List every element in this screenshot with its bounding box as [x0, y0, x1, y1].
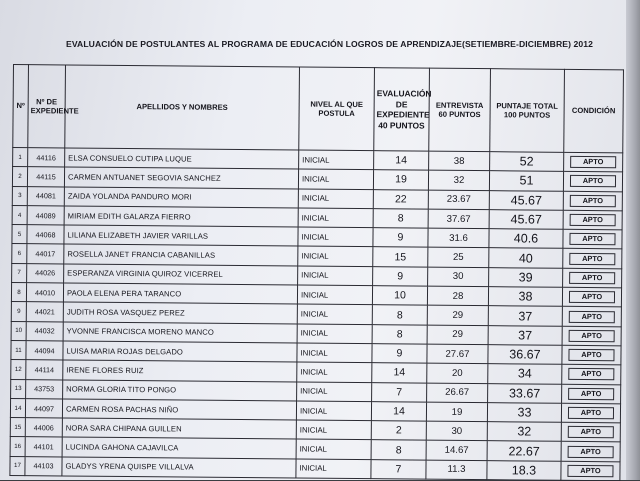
- monitor-bezel: [626, 0, 640, 480]
- total-score-cell: 39: [489, 267, 563, 287]
- expediente-cell: 44103: [25, 456, 62, 476]
- table-row: [10, 456, 620, 481]
- expediente-cell: 44101: [25, 437, 62, 457]
- status-badge: APTO: [568, 426, 614, 438]
- interview-score-cell: 29: [427, 306, 488, 326]
- name-cell: JUDITH ROSA VASQUEZ PEREZ: [63, 302, 297, 323]
- level-cell: INICIAL: [298, 189, 373, 209]
- evaluation-score-cell: 9: [372, 344, 427, 364]
- row-number: 1: [13, 148, 28, 167]
- level-cell: INICIAL: [296, 420, 371, 440]
- total-score-cell: 51: [489, 171, 563, 191]
- evaluation-score-cell: 19: [373, 170, 428, 190]
- name-cell: ZAIDA YOLANDA PANDURO MORI: [64, 187, 298, 208]
- total-score-cell: 33: [487, 403, 561, 423]
- level-cell: INICIAL: [298, 227, 373, 247]
- name-cell: NORA SARA CHIPANA GUILLEN: [62, 418, 296, 439]
- total-score-cell: 32: [487, 422, 561, 442]
- header-evaluacion: EVALUACIÓN DE EXPEDIENTE 40 PUNTOS: [374, 68, 430, 151]
- expediente-cell: 44114: [26, 360, 63, 380]
- expediente-cell: 44116: [28, 148, 65, 168]
- row-number: 17: [10, 456, 25, 475]
- header-nivel: NIVEL AL QUE POSTULA: [299, 67, 375, 151]
- total-score-cell: 18.3: [487, 460, 561, 480]
- level-cell: INICIAL: [297, 285, 372, 305]
- name-cell: YVONNE FRANCISCA MORENO MANCO: [63, 322, 297, 343]
- level-cell: INICIAL: [298, 169, 373, 189]
- status-badge: APTO: [568, 368, 614, 380]
- total-score-cell: 45.67: [489, 190, 563, 210]
- row-number: 5: [12, 225, 27, 244]
- total-score-cell: 37: [488, 325, 562, 345]
- name-cell: MIRIAM EDITH GALARZA FIERRO: [64, 206, 298, 227]
- row-number: 9: [11, 302, 26, 321]
- status-badge: APTO: [570, 195, 616, 207]
- interview-score-cell: 11.3: [426, 460, 487, 480]
- evaluation-score-cell: 7: [372, 382, 427, 402]
- total-score-cell: 36.67: [488, 345, 562, 365]
- evaluation-score-cell: 8: [373, 209, 428, 229]
- level-cell: INICIAL: [298, 208, 373, 228]
- level-cell: INICIAL: [299, 150, 374, 170]
- evaluation-score-cell: 9: [373, 266, 428, 286]
- interview-score-cell: 23.67: [428, 190, 489, 210]
- row-number: 10: [11, 321, 26, 340]
- interview-score-cell: 29: [427, 325, 488, 345]
- total-score-cell: 37: [488, 306, 562, 326]
- total-score-cell: 22.67: [487, 441, 561, 461]
- row-number: 12: [11, 360, 26, 379]
- name-cell: PAOLA ELENA PERA TARANCO: [63, 283, 297, 304]
- total-score-cell: 45.67: [489, 210, 563, 230]
- name-cell: ESPERANZA VIRGINIA QUIROZ VICERREL: [64, 264, 298, 285]
- header-num: Nº: [13, 65, 29, 148]
- status-cell: [561, 422, 620, 442]
- row-number: 15: [10, 418, 25, 437]
- status-badge: APTO: [570, 175, 616, 187]
- evaluation-score-cell: 22: [373, 189, 428, 209]
- total-score-cell: 34: [488, 364, 562, 384]
- row-number: 14: [10, 398, 25, 417]
- total-score-cell: 40: [489, 248, 563, 268]
- evaluation-score-cell: 8: [371, 440, 426, 460]
- name-cell: LUISA MARIA ROJAS DELGADO: [63, 341, 297, 362]
- expediente-cell: 44097: [25, 398, 62, 418]
- status-badge: APTO: [570, 156, 616, 168]
- header-entrevista: ENTREVISTA 60 PUNTOS: [429, 68, 491, 152]
- status-badge: APTO: [569, 310, 615, 322]
- evaluation-score-cell: 14: [374, 151, 429, 171]
- table-header-row: [13, 65, 624, 153]
- header-condicion: CONDICIÓN: [564, 69, 624, 153]
- row-number: 11: [11, 340, 26, 359]
- status-badge: APTO: [569, 233, 615, 245]
- status-cell: [562, 326, 621, 346]
- interview-score-cell: 25: [428, 248, 489, 268]
- status-badge: APTO: [569, 330, 615, 342]
- name-cell: CARMEN ANTUANET SEGOVIA SANCHEZ: [64, 167, 298, 188]
- status-badge: APTO: [570, 214, 616, 226]
- total-score-cell: 33.67: [488, 383, 562, 403]
- row-number: 2: [12, 167, 27, 186]
- level-cell: INICIAL: [297, 362, 372, 382]
- status-cell: [563, 268, 622, 288]
- interview-score-cell: 30: [426, 421, 487, 441]
- expediente-cell: 44068: [27, 225, 64, 245]
- status-cell: [563, 191, 622, 211]
- level-cell: INICIAL: [297, 324, 372, 344]
- evaluation-score-cell: 14: [372, 363, 427, 383]
- evaluation-score-cell: 14: [371, 402, 426, 422]
- status-badge: APTO: [569, 272, 615, 284]
- name-cell: IRENE FLORES RUIZ: [63, 360, 297, 381]
- name-cell: ELSA CONSUELO CUTIPA LUQUE: [65, 148, 299, 169]
- expediente-cell: 43753: [26, 379, 63, 399]
- total-score-cell: 40.6: [489, 229, 563, 249]
- interview-score-cell: 20: [427, 363, 488, 383]
- evaluation-score-cell: 2: [371, 421, 426, 441]
- status-cell: [562, 345, 621, 365]
- status-cell: [563, 210, 622, 230]
- status-cell: [562, 365, 621, 385]
- level-cell: INICIAL: [296, 459, 371, 479]
- row-number: 6: [12, 244, 27, 263]
- expediente-cell: 44081: [27, 186, 64, 206]
- expediente-cell: 44032: [26, 321, 63, 341]
- expediente-cell: 44026: [27, 263, 64, 283]
- status-cell: [563, 249, 622, 269]
- expediente-cell: 44094: [26, 341, 63, 361]
- interview-score-cell: 19: [426, 402, 487, 422]
- expediente-cell: 44089: [27, 206, 64, 226]
- status-cell: [561, 461, 620, 481]
- level-cell: INICIAL: [297, 343, 372, 363]
- name-cell: LUCINDA GAHONA CAJAVILCA: [62, 437, 296, 458]
- row-number: 16: [10, 437, 25, 456]
- name-cell: CARMEN ROSA PACHAS NIÑO: [62, 399, 296, 420]
- row-number: 3: [12, 186, 27, 205]
- status-cell: [562, 307, 621, 327]
- name-cell: LILIANA ELIZABETH JAVIER VARILLAS: [64, 225, 298, 246]
- expediente-cell: 44006: [25, 418, 62, 438]
- interview-score-cell: 30: [428, 267, 489, 287]
- header-puntaje: PUNTAJE TOTAL 100 PUNTOS: [490, 69, 565, 153]
- document-title: EVALUACIÓN DE POSTULANTES AL PROGRAMA DE EDUCACIÓN LOGROS DE APRENDIZAJE(SETIEMBRE-DICIEMBRE) 2012: [66, 39, 594, 49]
- expediente-cell: 44021: [26, 302, 63, 322]
- expediente-cell: 44010: [26, 283, 63, 303]
- status-cell: [561, 403, 620, 423]
- name-cell: ROSELLA JANET FRANCIA CABANILLAS: [64, 244, 298, 265]
- evaluation-score-cell: 8: [372, 324, 427, 344]
- status-badge: APTO: [568, 388, 614, 400]
- level-cell: INICIAL: [296, 401, 371, 421]
- evaluation-score-cell: 10: [372, 286, 427, 306]
- row-number: 13: [11, 379, 26, 398]
- expediente-cell: 44115: [27, 167, 64, 187]
- level-cell: INICIAL: [298, 266, 373, 286]
- interview-score-cell: 38: [429, 151, 490, 171]
- name-cell: GLADYS YRENA QUISPE VILLALVA: [62, 457, 296, 478]
- total-score-cell: 52: [490, 152, 564, 172]
- level-cell: INICIAL: [298, 246, 373, 266]
- level-cell: INICIAL: [297, 382, 372, 402]
- status-cell: [564, 152, 623, 172]
- interview-score-cell: 28: [427, 286, 488, 306]
- status-badge: APTO: [569, 291, 615, 303]
- evaluation-score-cell: 9: [373, 228, 428, 248]
- status-cell: [561, 442, 620, 462]
- status-badge: APTO: [569, 252, 615, 264]
- row-number: 7: [12, 263, 27, 282]
- status-badge: APTO: [568, 349, 614, 361]
- status-cell: [562, 384, 621, 404]
- status-cell: [563, 229, 622, 249]
- status-cell: [563, 172, 622, 192]
- header-expediente: Nº DE EXPEDIENTE: [28, 65, 66, 148]
- evaluation-score-cell: 7: [371, 459, 426, 479]
- interview-score-cell: 27.67: [427, 344, 488, 364]
- total-score-cell: 38: [488, 287, 562, 307]
- interview-score-cell: 14.67: [426, 441, 487, 461]
- row-number: 8: [11, 283, 26, 302]
- results-table: [9, 64, 624, 481]
- evaluation-score-cell: 15: [373, 247, 428, 267]
- status-badge: APTO: [567, 465, 613, 477]
- name-cell: NORMA GLORIA TITO PONGO: [63, 380, 297, 401]
- header-nombres: APELLIDOS Y NOMBRES: [65, 65, 300, 150]
- status-badge: APTO: [568, 407, 614, 419]
- expediente-cell: 44017: [27, 244, 64, 264]
- evaluation-score-cell: 8: [372, 305, 427, 325]
- interview-score-cell: 26.67: [427, 383, 488, 403]
- interview-score-cell: 32: [428, 170, 489, 190]
- interview-score-cell: 31.6: [428, 228, 489, 248]
- level-cell: INICIAL: [296, 439, 371, 459]
- status-cell: [562, 287, 621, 307]
- status-badge: APTO: [568, 445, 614, 457]
- level-cell: INICIAL: [297, 304, 372, 324]
- row-number: 4: [12, 205, 27, 224]
- interview-score-cell: 37.67: [428, 209, 489, 229]
